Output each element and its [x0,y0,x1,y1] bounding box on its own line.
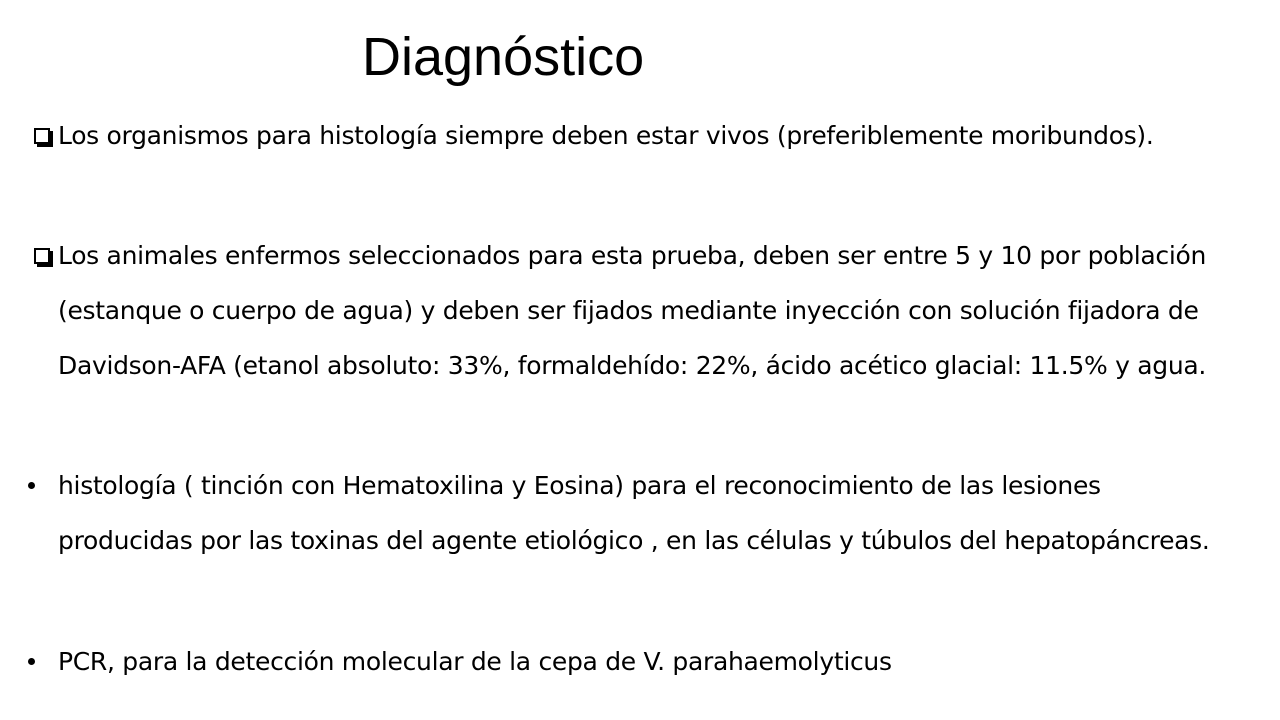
bullet-text: Los organismos para histología siempre deben estar vivos (preferiblemente moribundos). [58,121,1154,150]
checkbox-bullet-icon [34,228,50,283]
bullet-item [58,228,1238,393]
dot-bullet-icon [34,458,35,513]
bullet-text: Los animales enfermos seleccionados para esta prueba, deben ser entre 5 y 10 por población (estanque o cuerpo de agua) y deben ser fijados mediante inyección con solución fijadora de Davidson-AFA (etanol absoluto: 33%, formaldehído: 22%, ácido acético glacial: 11.5% y agua. [58,241,1207,380]
checkbox-bullet-icon [34,108,50,163]
bullet-item [58,108,1238,163]
bullet-text: PCR, para la detección molecular de la cepa de V. parahaemolyticus [58,647,892,676]
slide-title: Diagnóstico [362,27,645,87]
bullet-item [58,458,1238,568]
bullet-text: histología ( tinción con Hematoxilina y Eosina) para el reconocimiento de las lesiones producidas por las toxinas del agente etiológico , en las células y túbulos del hepatopáncreas. [58,471,1210,555]
dot-bullet-icon [34,634,35,689]
bullet-item [58,634,1238,689]
